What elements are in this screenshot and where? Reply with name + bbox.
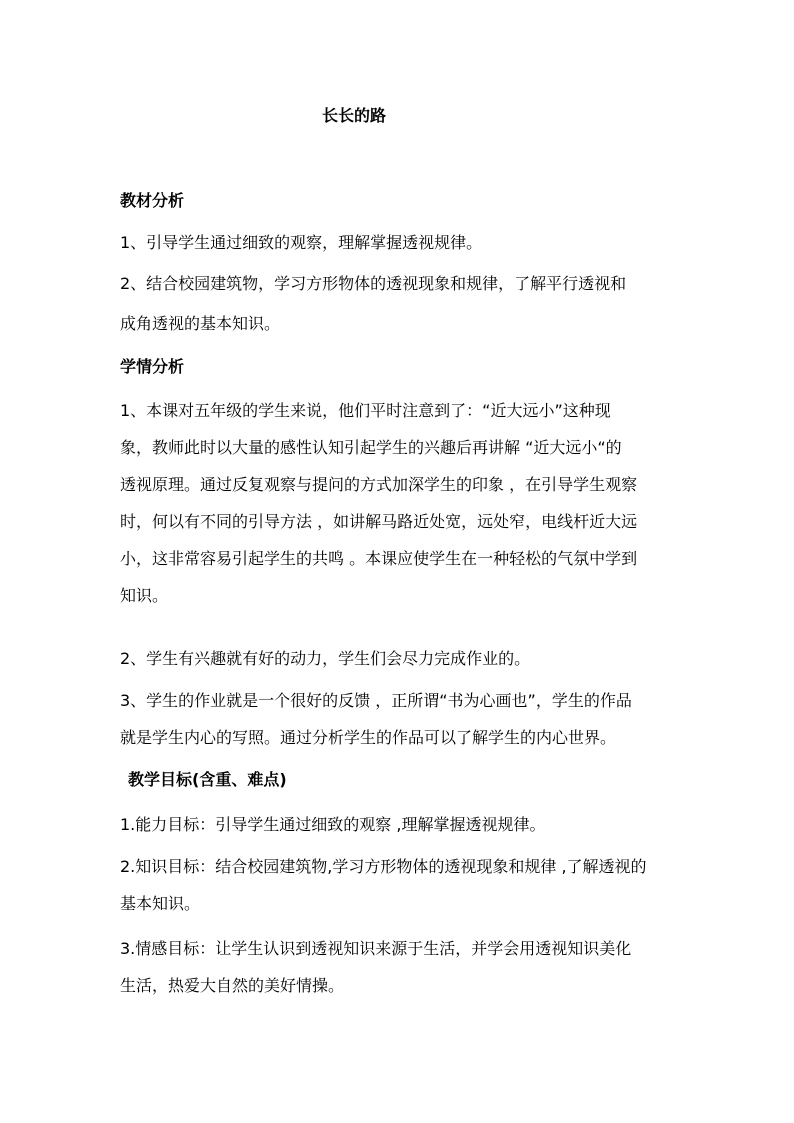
text-line: 基本知识。 — [120, 894, 201, 913]
material-paragraph-1 — [120, 224, 680, 261]
text-line: 象，教师此时以大量的感性认知引起学生的兴趣后再讲解 “近大远小“的 — [120, 438, 622, 457]
students-paragraph-1 — [120, 392, 680, 614]
goals-paragraph-1 — [120, 806, 680, 843]
text-line: 3.情感目标：让学生认识到透视知识来源于生活，并学会用透视知识美化 — [120, 939, 632, 958]
heading-student-analysis: 学情分析 — [120, 357, 185, 376]
text-line: 透视原理。通过反复观察与提问的方式加深学生的印象 ，在引导学生观察 — [120, 475, 638, 494]
text-line: 时，何以有不同的引导方法 ，如讲解马路近处宽，远处窄，电线杆近大远 — [120, 512, 638, 531]
goals-paragraph-3 — [120, 930, 680, 1004]
text-line: 2.知识目标：结合校园建筑物,学习方形物体的透视现象和规律 ,了解透视的 — [120, 857, 647, 876]
heading-material-analysis: 教材分析 — [120, 191, 185, 210]
text-line: 小，这非常容易引起学生的共鸣 。本课应使学生在一种轻松的气氛中学到 — [120, 549, 638, 568]
text-line: 2、结合校园建筑物，学习方形物体的透视现象和规律，了解平行透视和 — [120, 274, 627, 293]
text-line: 1、引导学生通过细致的观察，理解掌握透视规律。 — [120, 233, 483, 252]
text-line: 1、本课对五年级的学生来说，他们平时注意到了：“近大远小”这种现 — [120, 401, 611, 420]
students-paragraph-3 — [120, 682, 680, 756]
text-line: 2、学生有兴趣就有好的动力，学生们会尽力完成作业的。 — [120, 649, 531, 668]
text-line: 1.能力目标：引导学生通过细致的观察 ,理解掌握透视规律。 — [120, 815, 546, 834]
text-line: 3、学生的作业就是一个很好的反馈 ，正所谓“书为心画也”，学生的作品 — [120, 691, 632, 710]
goals-paragraph-2 — [120, 848, 680, 922]
material-paragraph-2 — [120, 265, 680, 342]
text-line: 生活，热爱大自然的美好情操。 — [120, 976, 345, 995]
students-paragraph-2 — [120, 640, 680, 677]
heading-teaching-goals: 教学目标(含重、难点) — [128, 770, 287, 789]
document-title: 长长的路 — [321, 106, 386, 125]
text-line: 就是学生内心的写照。通过分析学生的作品可以了解学生的内心世界。 — [120, 728, 617, 747]
text-line: 成角透视的基本知识。 — [120, 314, 281, 333]
text-line: 知识。 — [120, 586, 169, 605]
